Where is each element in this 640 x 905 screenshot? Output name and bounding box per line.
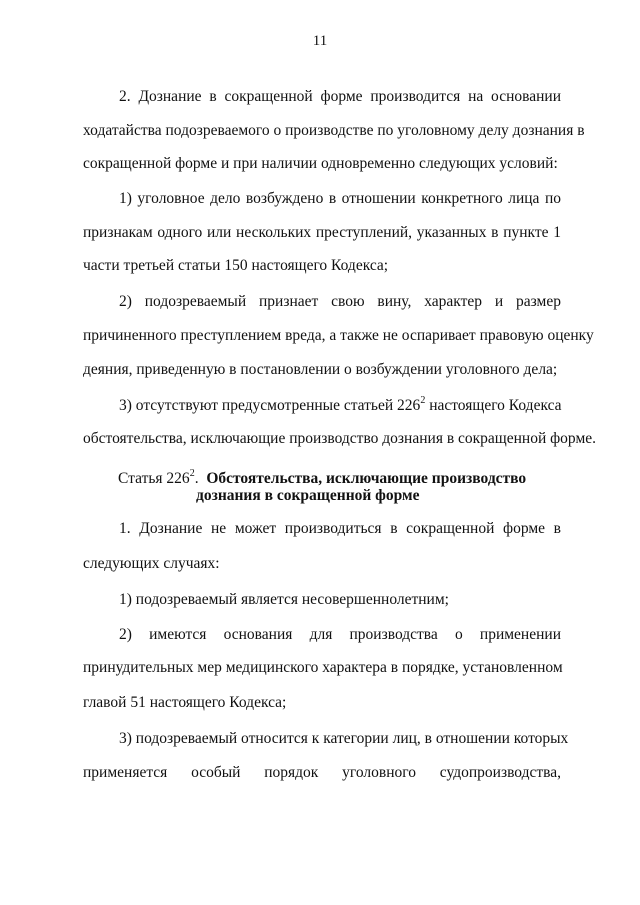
paragraph-2-line-3: сокращенной форме и при наличии одновременно следующих условий: bbox=[83, 155, 558, 172]
article-title-line-1: Обстоятельства, исключающие производство bbox=[206, 470, 527, 487]
article-label-dot: . bbox=[194, 470, 199, 487]
item-3-line-2: применяется особый порядок уголовного судопроизводства, bbox=[83, 764, 561, 781]
article-label-superscript: 2 bbox=[189, 467, 195, 479]
item-2-line-2: принудительных мер медицинского характера в порядке, установленном bbox=[83, 659, 563, 676]
condition-3-line-2: обстоятельства, исключающие производство дознания в сокращенной форме. bbox=[83, 430, 597, 447]
item-2-line-1: 2) имеются основания для производства о применении bbox=[119, 626, 561, 643]
condition-2-line-2: причиненного преступлением вреда, а также не оспаривает правовую оценку bbox=[83, 327, 594, 344]
paragraph-2-line-2: ходатайства подозреваемого о производстве по уголовному делу дознания в bbox=[83, 122, 585, 139]
article-para-1-line-2: следующих случаях: bbox=[83, 555, 220, 572]
page-number: 11 bbox=[312, 33, 328, 49]
condition-2-line-3: деяния, приведенную в постановлении о возбуждении уголовного дела; bbox=[83, 361, 558, 378]
condition-3-superscript: 2 bbox=[420, 394, 426, 406]
condition-1-line-3: части третьей статьи 150 настоящего Кодекса; bbox=[83, 257, 389, 274]
article-title-line-2: дознания в сокращенной форме bbox=[196, 487, 420, 504]
article-para-1-line-1: 1. Дознание не может производиться в сокращенной форме в bbox=[119, 520, 561, 537]
article-label: Статья 226 bbox=[118, 470, 190, 487]
condition-3-text-after: настоящего Кодекса bbox=[425, 397, 562, 414]
item-2-line-3: главой 51 настоящего Кодекса; bbox=[83, 694, 287, 711]
item-1-line-1: 1) подозреваемый является несовершеннолетним; bbox=[119, 591, 449, 608]
condition-1-line-1: 1) уголовное дело возбуждено в отношении конкретного лица по bbox=[119, 190, 561, 207]
condition-1-line-2: признакам одного или нескольких преступлений, указанных в пункте 1 bbox=[83, 224, 561, 241]
condition-3-text-before: 3) отсутствуют предусмотренные статьей 226 bbox=[119, 397, 421, 414]
condition-2-line-1: 2) подозреваемый признает свою вину, характер и размер bbox=[119, 293, 561, 310]
paragraph-2-line-1: 2. Дознание в сокращенной форме производится на основании bbox=[119, 88, 561, 105]
article-heading-line-1 bbox=[118, 467, 527, 488]
condition-3-line-1 bbox=[119, 394, 562, 415]
item-3-line-1: 3) подозреваемый относится к категории лиц, в отношении которых bbox=[119, 730, 569, 747]
